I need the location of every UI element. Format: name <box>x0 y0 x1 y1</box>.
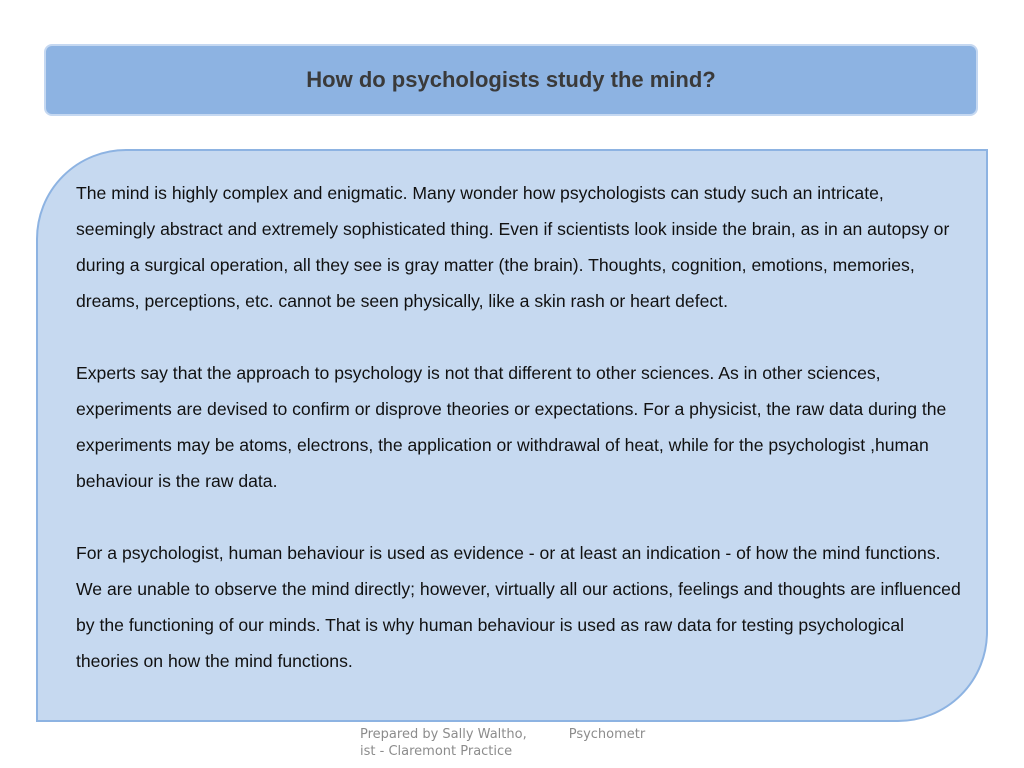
title-box <box>44 44 978 116</box>
content-box <box>36 149 988 722</box>
footer-role: Psychometr <box>568 727 646 742</box>
footer-practice: ist - Claremont Practice <box>360 744 513 759</box>
footer-author: Prepared by Sally Waltho, <box>360 727 527 742</box>
body-text <box>76 175 966 679</box>
paragraph-2: Experts say that the approach to psychology is not that different to other sciences. As in other sciences, experiments are devised to confirm or disprove theories or expectations. For a physicist, the raw data during the experiments may be atoms, electrons, the application or withdrawal of heat, while for the psychologist ,human behaviour is the raw data. <box>76 363 947 491</box>
slide-title: How do psychologists study the mind? <box>306 67 716 92</box>
footer <box>360 726 670 760</box>
paragraph-1: The mind is highly complex and enigmatic. Many wonder how psychologists can study such an intricate, seemingly abstract and extremely sophisticated thing. Even if scientists look inside the brain, as in an autopsy or during a surgical operation, all they see is gray matter (the brain). Thoughts, cognition, emotions, memories, dreams, perceptions, etc. cannot be seen physically, like a skin rash or heart defect. <box>76 183 950 311</box>
paragraph-3: For a psychologist, human behaviour is used as evidence - or at least an indication - of how the mind functions. We are unable to observe the mind directly; however, virtually all our actions, feelings and thoughts are influenced by the functioning of our minds. That is why human behaviour is used as raw data for testing psychological theories on how the mind functions. <box>76 543 961 671</box>
